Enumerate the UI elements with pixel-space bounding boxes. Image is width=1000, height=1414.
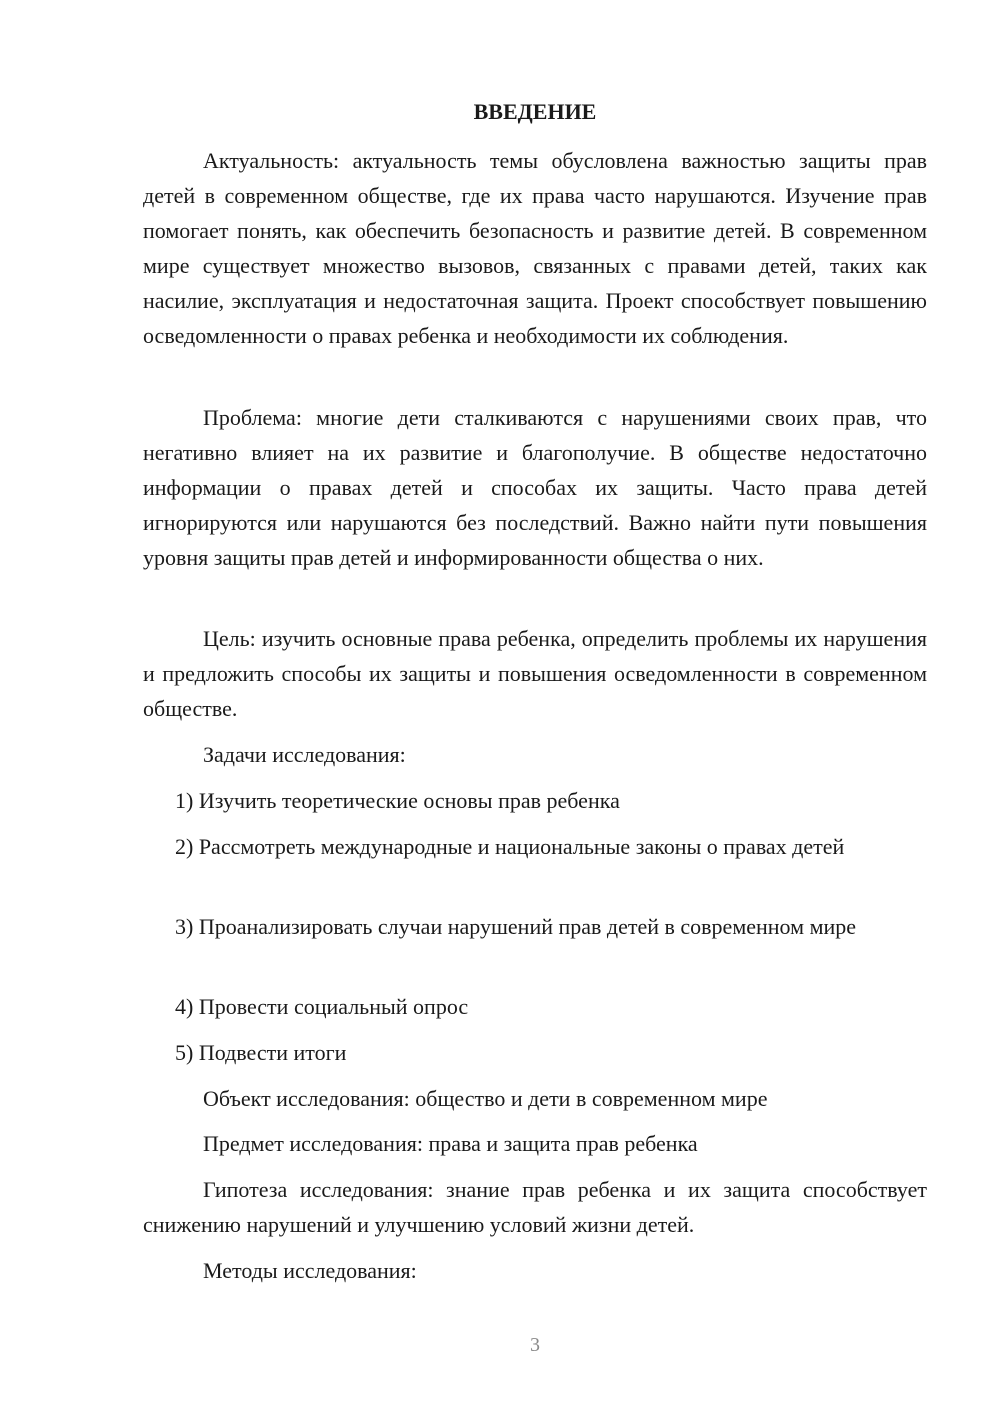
research-subject: Предмет исследования: права и защита прав ребенка (203, 1131, 698, 1156)
task-item-1: 1) Изучить теоретические основы прав ребенка (175, 788, 620, 813)
section-heading: ВВЕДЕНИЕ (473, 99, 597, 124)
relevance-paragraph: Актуальность: актуальность темы обусловлена важностью защиты прав детей в современном обществе, где их права часто нарушаются. Изучение прав помогает понять, как обеспечить безопасность и развитие детей. В современном мире существует множество вызовов, связанных с правами детей, таких как насилие, эксплуатация и недостаточная защита. Проект способствует повышению осведомленности о правах ребенка и необходимости их соблюдения. (143, 148, 927, 348)
page-number: 3 (530, 1334, 540, 1356)
goal-paragraph: Цель: изучить основные права ребенка, определить проблемы их нарушения и предложить способы их защиты и повышения осведомленности в современном обществе. (143, 626, 927, 721)
research-methods: Методы исследования: (203, 1258, 417, 1283)
task-item-3: 3) Проанализировать случаи нарушений прав детей в современном мире (175, 914, 857, 939)
research-object: Объект исследования: общество и дети в современном мире (203, 1086, 768, 1111)
research-hypothesis: Гипотеза исследования: знание прав ребенка и их защита способствует снижению нарушений и улучшению условий жизни детей. (143, 1177, 927, 1237)
task-item-2: 2) Рассмотреть международные и национальные законы о правах детей (175, 834, 845, 859)
tasks-title: Задачи исследования: (203, 742, 406, 767)
task-item-5: 5) Подвести итоги (175, 1040, 347, 1065)
task-item-4: 4) Провести социальный опрос (175, 994, 469, 1019)
problem-paragraph: Проблема: многие дети сталкиваются с нарушениями своих прав, что негативно влияет на их развитие и благополучие. В обществе недостаточно информации о правах детей и способах их защиты. Часто права детей игнорируются или нарушаются без последствий. Важно найти пути повышения уровня защиты прав детей и информированности общества о них. (143, 405, 927, 570)
